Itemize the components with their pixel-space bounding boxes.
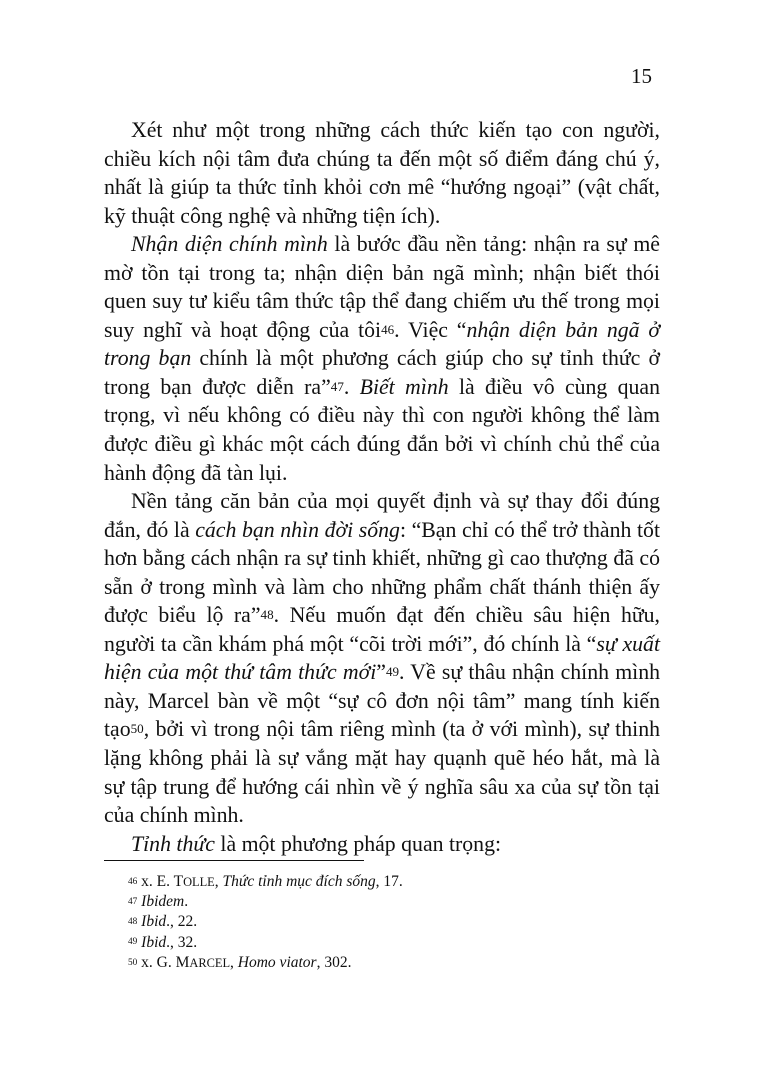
- page-number: 15: [631, 64, 652, 88]
- footnote-ref-48: 48: [260, 607, 274, 623]
- emphasis-how-you-see-life: cách bạn nhìn đời sống: [195, 517, 400, 542]
- footnote-ref-46: 46: [381, 321, 395, 337]
- footnote-49: $^{49}$ Ibid., 32.: [128, 933, 198, 951]
- paragraph-1: Xét như một trong những cách thức kiến tạo con người, chiều kích nội tâm đưa chúng ta đến một số điểm đáng chú ý, nhất là giúp ta thức tỉnh khỏi cơn mê “hướng ngoại” (vật chất, kỹ thuật công nghệ và những tiện ích).: [104, 118, 660, 228]
- footnote-ref-50: 50: [130, 721, 144, 737]
- footnote-ref-47: 47: [330, 378, 344, 394]
- footnote-47: $^{47}$ Ibidem.: [128, 893, 189, 911]
- body-text: [104, 116, 660, 858]
- emphasis-new-consciousness: sự xuất hiện của một thứ tâm thức mới: [104, 631, 660, 685]
- footnotes: [128, 872, 658, 973]
- footnote-50: $^{50}$ x. G. MARCEL, Homo viator, 302.: [128, 953, 352, 971]
- footnote-46: $^{46}$ x. E. TOLLE, Thức tỉnh mục đích sống, 17.: [128, 873, 403, 890]
- footnote-48: $^{48}$ Ibid., 22.: [128, 913, 198, 931]
- emphasis-recognize-ego: nhận diện bản ngã ở trong bạn: [104, 317, 660, 371]
- paragraph-2: Nhận diện chính mình là bước đầu nền tảng: nhận ra sự mê mờ tồn tại trong ta; nhận diện bản ngã mình; nhận biết thói quen suy tư kiểu tâm thức tập thể đang chiếm ưu thế trong mọi suy nghĩ và hoạt động của tôi$^{46}$. Việc “nhận diện bản ngã ở trong bạn chính là một phương cách giúp cho sự tỉnh thức ở trong bạn được diễn ra”$^{47}$. Biết mình là điều vô cùng quan trọng, vì nếu không có điều này thì con người không thể làm được điều gì khác một cách đúng đắn bởi vì chính chủ thể của hành động đã tàn lụi.: [104, 232, 660, 485]
- footnote-separator: [104, 860, 364, 861]
- emphasis-know-yourself: Biết mình: [359, 374, 449, 399]
- emphasis-self-recognition: Nhận diện chính mình: [131, 232, 328, 257]
- paragraph-3: Nền tảng căn bản của mọi quyết định và sự thay đổi đúng đắn, đó là cách bạn nhìn đời sống: “Bạn chỉ có thể trở thành tốt hơn bằng cách nhận ra sự tinh khiết, những gì cao thượng đã có sẵn ở trong mình và làm cho những phẩm chất thánh thiện ấy được biểu lộ ra”$^{48}$. Nếu muốn đạt đến chiều sâu hiện hữu, người ta cần khám phá một “cõi trời mới”, đó chính là “sự xuất hiện của một thứ tâm thức mới”$^{49}$. Về sự thâu nhận chính mình này, Marcel bàn về một “sự cô đơn nội tâm” mang tính kiến tạo$^{50}$, bởi vì trong nội tâm riêng mình (ta ở với mình), sự thinh lặng không phải là sự vắng mặt hay quạnh quẽ héo hắt, mà là sự tập trung để hướng cái nhìn về ý nghĩa sâu xa của sự tồn tại của chính mình.: [104, 489, 661, 828]
- footnote-ref-49: 49: [385, 664, 400, 680]
- paragraph-4: Tỉnh thức là một phương pháp quan trọng:: [131, 831, 502, 856]
- emphasis-awakening: Tỉnh thức: [131, 831, 215, 856]
